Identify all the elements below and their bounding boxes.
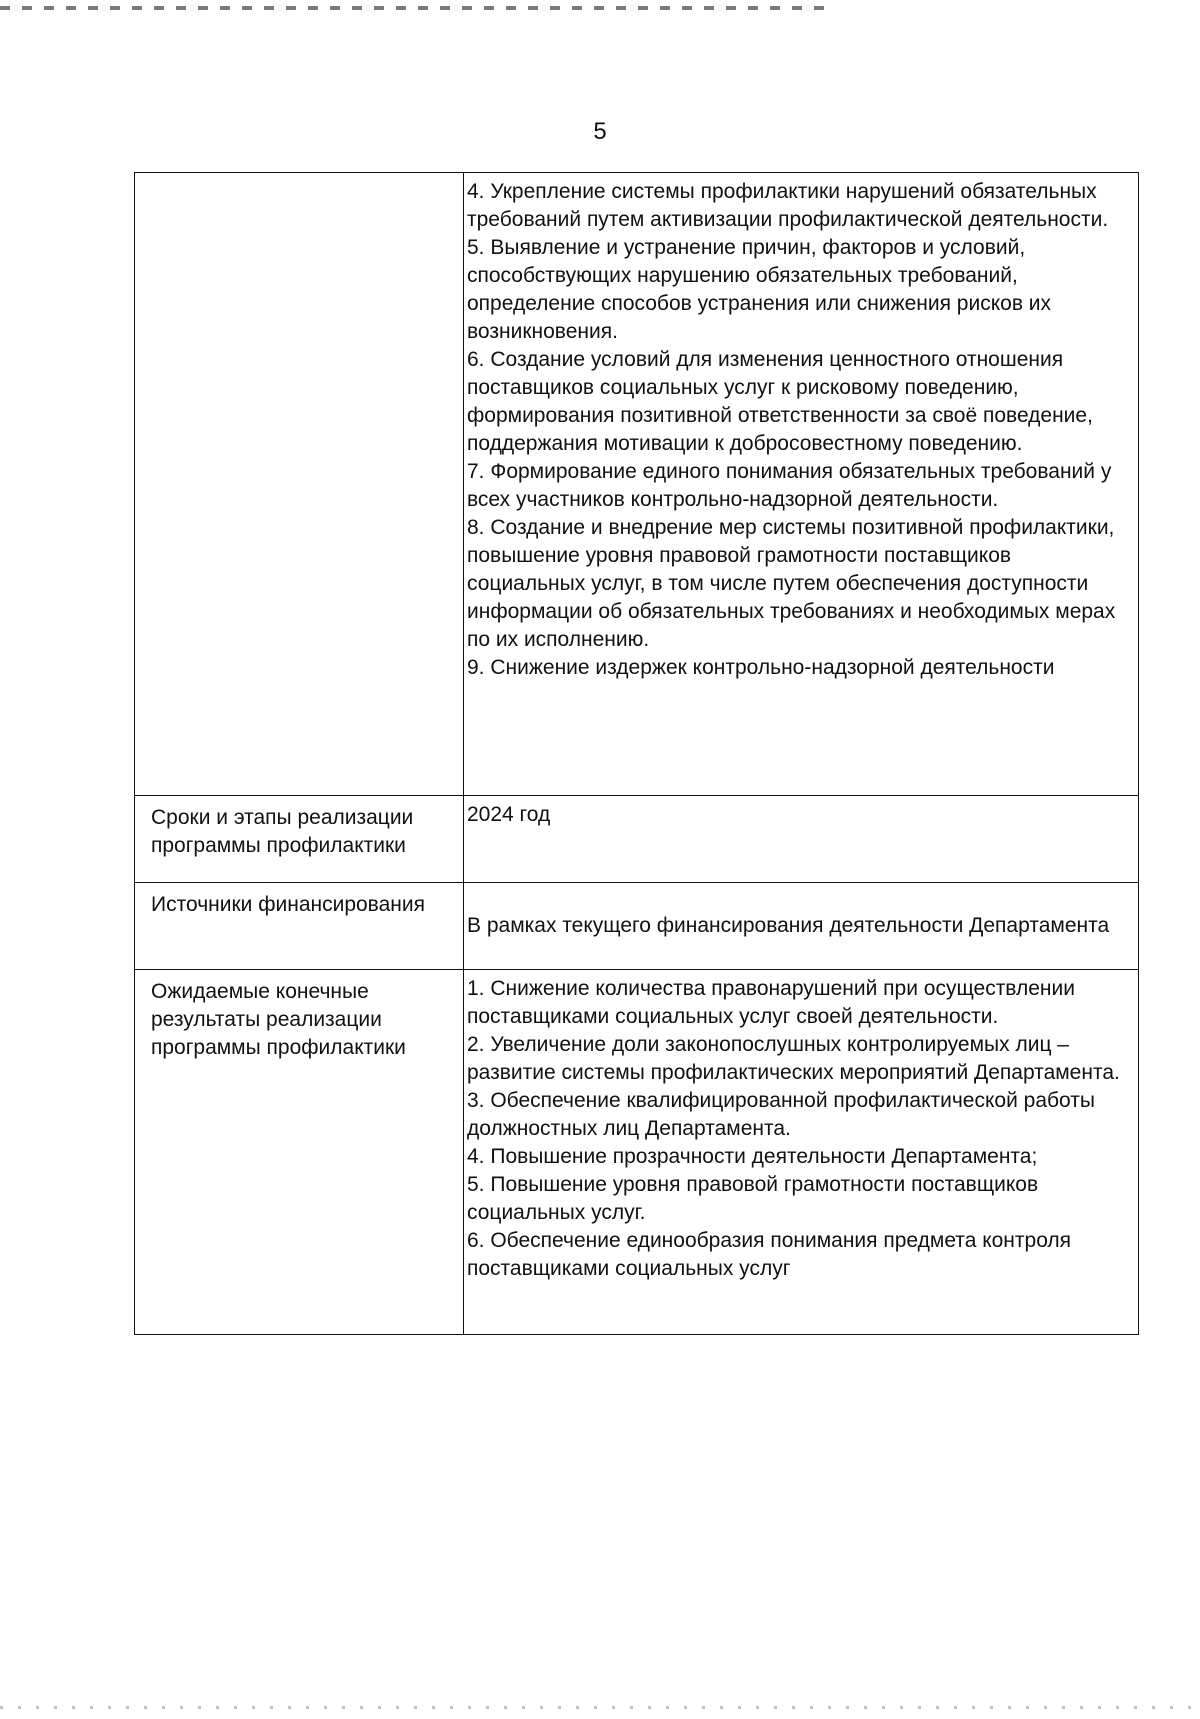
table-row-funding (135, 883, 1139, 970)
result-item-5: 5. Повышение уровня правовой грамотности поставщиков социальных услуг. (467, 1173, 1039, 1224)
funding-label: Источники финансирования (151, 893, 425, 916)
terms-label-cell (135, 796, 464, 883)
task-item-6: 6. Создание условий для изменения ценностного отношения поставщиков социальных услуг к рисковому поведению, формирования позитивной ответственности за своё поведение, поддержания мотивации к добросовестному поведению. (467, 348, 1093, 455)
scan-noise-top (0, 6, 830, 10)
terms-label: Сроки и этапы реализации программы профилактики (151, 806, 414, 857)
result-item-4: 4. Повышение прозрачности деятельности Департамента; (467, 1145, 1038, 1168)
funding-label-cell (135, 883, 464, 970)
table-row-results (135, 970, 1139, 1335)
terms-value: 2024 год (467, 803, 551, 826)
task-item-7: 7. Формирование единого понимания обязательных требований у всех участников контрольно-надзорной деятельности. (467, 460, 1112, 511)
task-item-4: 4. Укрепление системы профилактики нарушений обязательных требований путем активизации профилактической деятельности. (467, 180, 1109, 231)
task-item-5: 5. Выявление и устранение причин, факторов и условий, способствующих нарушению обязательных требований, определение способов устранения или снижения рисков их возникновения. (467, 236, 1052, 343)
results-label-cell (135, 970, 464, 1335)
result-item-2: 2. Увеличение доли законопослушных контролируемых лиц – развитие системы профилактических мероприятий Департамента. (467, 1033, 1120, 1084)
program-passport-table (134, 172, 1139, 1335)
result-item-1: 1. Снижение количества правонарушений при осуществлении поставщиками социальных услуг своей деятельности. (467, 977, 1075, 1028)
results-list-cell (464, 970, 1139, 1335)
results-label: Ожидаемые конечные результаты реализации программы профилактики (151, 980, 406, 1059)
task-item-9: 9. Снижение издержек контрольно-надзорной деятельности (467, 656, 1055, 679)
tasks-list-cell (464, 173, 1139, 796)
funding-value: В рамках текущего финансирования деятельности Департамента (467, 913, 1110, 937)
funding-value-cell (464, 883, 1139, 970)
task-item-8: 8. Создание и внедрение мер системы позитивной профилактики, повышение уровня правовой грамотности поставщиков социальных услуг, в том числе путем обеспечения доступности информации об обязательных требованиях и необходимых мерах по их исполнению. (467, 516, 1116, 651)
table-row-terms (135, 796, 1139, 883)
table-row-tasks-continued (135, 173, 1139, 796)
terms-value-cell (464, 796, 1139, 883)
result-item-3: 3. Обеспечение квалифицированной профилактической работы должностных лиц Департамента. (467, 1089, 1095, 1140)
result-item-6: 6. Обеспечение единообразия понимания предмета контроля поставщиками социальных услуг (467, 1229, 1072, 1280)
page-number: 5 (593, 118, 607, 145)
scan-noise-bottom (0, 1706, 1200, 1709)
label-cell-empty (135, 173, 464, 796)
